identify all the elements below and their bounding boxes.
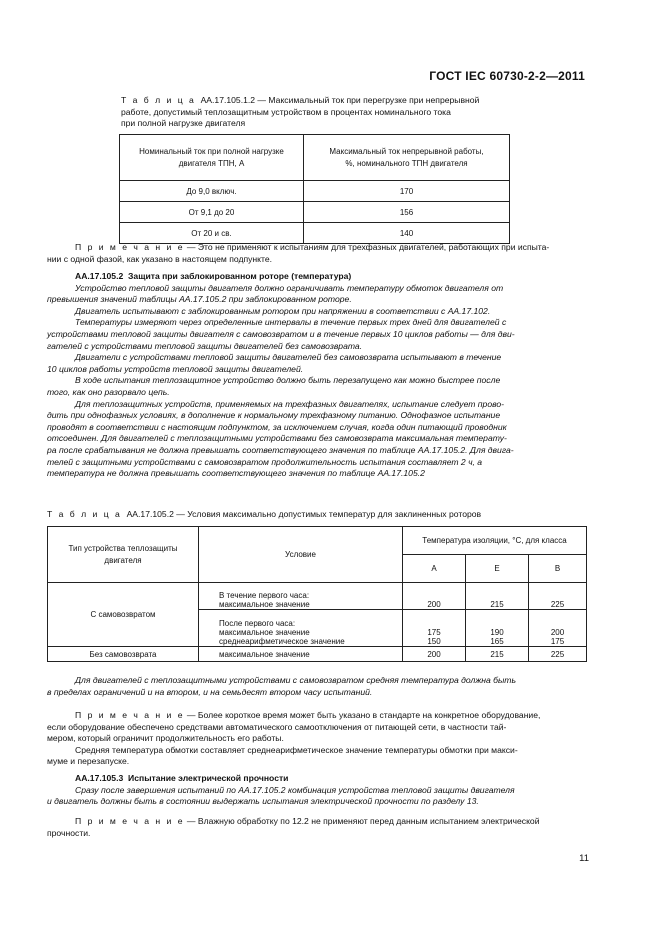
table2-header-type bbox=[48, 527, 199, 583]
table1-cell-range: До 9,0 включ. bbox=[120, 181, 304, 202]
document-header: ГОСТ IEC 60730-2-2—2011 bbox=[429, 69, 585, 83]
note3 bbox=[47, 816, 587, 839]
table-row bbox=[120, 202, 510, 223]
section-105-2-p3-line3: гателей с устройствами тепловой защиты двигателей без самовозврата. bbox=[47, 340, 363, 351]
table2-cell-a bbox=[403, 610, 466, 647]
table2-cell-e: 215 bbox=[466, 647, 529, 662]
table2-title: AA.17.105.2 — Условия максимально допустимых температур для заклиненных роторов bbox=[126, 509, 482, 519]
table2-caption bbox=[47, 509, 587, 521]
note1-line1: — Это не применяют к испытаниям для трехфазных двигателей, работающих при испыта- bbox=[184, 242, 550, 252]
section-105-2-p6-line2: дить при однофазных условиях, в дополнение к нормальному трехфазному питанию. Однофазное испытание bbox=[47, 410, 501, 421]
section-105-2-p6-line4: отсоединен. Для двигателей с теплозащитными устройствами без самовозврата максимальная температу- bbox=[47, 433, 507, 444]
table1-header-current bbox=[120, 135, 304, 181]
table1 bbox=[119, 134, 510, 244]
table2-cell-e bbox=[466, 610, 529, 647]
table1-title-line3: при полной нагрузке двигателя bbox=[121, 118, 246, 129]
table2-type-manual: Без самовозврата bbox=[48, 647, 199, 662]
table2-footnote-line2: в пределах ограничений и на втором, и на семьдесят втором часу испытаний. bbox=[47, 686, 373, 697]
section-105-3-heading bbox=[47, 773, 587, 785]
page-number: 11 bbox=[579, 853, 589, 864]
section-105-2-p6-line6: телей с защитными устройствами с самовозвратом продолжительность испытания составляет 2 ч, а bbox=[47, 456, 483, 467]
table2-cell-a-max: 175 bbox=[427, 628, 441, 637]
note2-line4: Средняя температура обмотки составляет среднеарифметическое значение температуры обмотки при макси- bbox=[75, 744, 518, 755]
note2-line1: — Более короткое время может быть указано в стандарте на конкретное оборудование, bbox=[184, 710, 541, 720]
note3-label: П р и м е ч а н и е bbox=[75, 816, 185, 826]
section-105-2-p6-line5: ра после срабатывания не должна превышать соответствующего значения по таблице AA.17.105.2. Для двига- bbox=[47, 444, 514, 455]
table2-cell-e-mean: 165 bbox=[490, 637, 504, 646]
note1 bbox=[47, 242, 587, 265]
table2-header-type-line1: Тип устройства теплозащиты bbox=[68, 544, 178, 553]
table2 bbox=[47, 526, 587, 662]
section-105-3-title: Испытание электрической прочности bbox=[128, 773, 289, 783]
table2-header-class-b: B bbox=[529, 555, 587, 583]
note1-line2: нии с одной фазой, как указано в настоящем подпункте. bbox=[47, 253, 273, 264]
table2-label: Т а б л и ц а bbox=[47, 509, 122, 519]
table2-condition-manual: максимальное значение bbox=[199, 647, 403, 662]
note2-line2: если оборудование обеспечено средствами автоматического самоотключения от питающей сети, в частности тай- bbox=[47, 721, 507, 732]
table2-condition-first-hour-line1: В течение первого часа: bbox=[219, 591, 310, 600]
table2-header-condition: Условие bbox=[199, 527, 403, 583]
note1-label: П р и м е ч а н и е bbox=[75, 242, 185, 252]
table1-header-current-line1: Номинальный ток при полной нагрузке bbox=[139, 147, 284, 156]
note2-label: П р и м е ч а н и е bbox=[75, 710, 185, 720]
section-105-2-p2: Двигатель испытывают с заблокированным ротором при напряжении в соответствии с AA.17.102. bbox=[75, 305, 491, 316]
table2-header-type-line2: двигателя bbox=[104, 556, 142, 565]
section-105-2-p4-line1: Двигатели с устройствами тепловой защиты двигателей без самовозврата испытывают в течение bbox=[75, 352, 502, 363]
section-105-2-p6-line1: Для теплозащитных устройств, применяемых на трехфазных двигателях, испытание следует прово- bbox=[75, 398, 505, 409]
table1-cell-range: От 9,1 до 20 bbox=[120, 202, 304, 223]
section-105-3-line1: Сразу после завершения испытаний по AA.17.105.2 комбинация устройства тепловой защиты двигателя bbox=[75, 784, 515, 795]
table2-cell-e-max: 190 bbox=[490, 628, 504, 637]
table1-header-max-line1: Максимальный ток непрерывной работы, bbox=[329, 147, 484, 156]
section-105-2-p5-line1: В ходе испытания теплозащитное устройство должно быть перезапущено как можно быстрее после bbox=[75, 375, 501, 386]
section-105-2-heading bbox=[47, 271, 587, 283]
table2-cell-b: 225 bbox=[529, 583, 587, 610]
table2-cell-a: 200 bbox=[403, 647, 466, 662]
note2-line5: муме и перезапуске. bbox=[47, 756, 130, 767]
table2-header-class-a: A bbox=[403, 555, 466, 583]
note2 bbox=[47, 710, 587, 768]
table2-cell-e: 215 bbox=[466, 583, 529, 610]
section-105-2-number: AA.17.105.2 bbox=[75, 271, 124, 281]
note3-line1: — Влажную обработку по 12.2 не применяют перед данным испытанием электрической bbox=[184, 816, 540, 826]
section-105-2-p5-line2: того, как оно разорвало цепь. bbox=[47, 386, 170, 397]
table2-cell-b: 225 bbox=[529, 647, 587, 662]
section-105-2-p3-line2: устройствами тепловой защиты двигателя с самовозвратом и в течение первых 10 циклов работы — для дви- bbox=[47, 328, 515, 339]
section-105-2-p6-line3: проводят в соответствии с настоящим подпунктом, за исключением случая, когда один питающий проводник bbox=[47, 421, 507, 432]
table-row bbox=[120, 223, 510, 244]
section-105-2 bbox=[47, 271, 587, 480]
section-105-3 bbox=[47, 773, 587, 808]
section-105-2-title: Защита при заблокированном роторе (температура) bbox=[128, 271, 352, 281]
table1-cell-value: 140 bbox=[304, 223, 510, 244]
table2-header-temperature: Температура изоляции, °С, для класса bbox=[403, 527, 587, 555]
table-row bbox=[48, 583, 587, 610]
note3-line2: прочности. bbox=[47, 827, 91, 838]
table1-title-line2: работе, допустимый теплозащитным устройством в процентах номинального тока bbox=[121, 106, 451, 117]
table1-cell-value: 170 bbox=[304, 181, 510, 202]
section-105-3-number: AA.17.105.3 bbox=[75, 773, 124, 783]
section-105-2-p6-line7: температура не должна превышать соответствующего значения по таблице AA.17.105.2 bbox=[47, 468, 425, 479]
table1-title-line1: AA.17.105.1.2 — Максимальный ток при перегрузке при непрерывной bbox=[200, 95, 480, 105]
table2-condition-after-first-hour bbox=[199, 610, 403, 647]
table2-type-self-reset: С самовозвратом bbox=[48, 583, 199, 647]
table1-header-max bbox=[304, 135, 510, 181]
table2-cell-a-mean: 150 bbox=[427, 637, 441, 646]
table-row bbox=[120, 181, 510, 202]
table1-header-current-line2: двигателя ТПН, А bbox=[178, 159, 245, 168]
table2-condition-after-line1: После первого часа: bbox=[219, 619, 296, 628]
table2-cell-b-max: 200 bbox=[550, 628, 565, 637]
table2-footnote bbox=[47, 675, 587, 698]
table2-footnote-line1: Для двигателей с теплозащитными устройствами с самовозвратом средняя температура должна быть bbox=[75, 675, 516, 685]
table1-cell-value: 156 bbox=[304, 202, 510, 223]
table1-cell-range: От 20 и св. bbox=[120, 223, 304, 244]
section-105-2-p3-line1: Температуры измеряют через определенные интервалы в течение первых трех дней для двигателей с bbox=[75, 317, 507, 328]
table2-cell-b bbox=[529, 610, 587, 647]
table1-label: Т а б л и ц а bbox=[121, 95, 196, 105]
table2-condition-after-line3: среднеарифметическое значение bbox=[219, 637, 345, 646]
table2-header-class-e: E bbox=[466, 555, 529, 583]
table-row bbox=[48, 647, 587, 662]
section-105-3-line2: и двигатель должны быть в состоянии выдержать испытания электрической прочности по разделу 13. bbox=[47, 796, 479, 807]
table2-cell-b-mean: 175 bbox=[550, 637, 565, 646]
table1-header-max-line2: %, номинального ТПН двигателя bbox=[345, 159, 468, 168]
table2-cell-a: 200 bbox=[403, 583, 466, 610]
section-105-2-p1-line2: превышения значений таблицы AA.17.105.2 при заблокированном роторе. bbox=[47, 294, 352, 305]
table1-caption bbox=[121, 95, 521, 130]
table2-condition-first-hour bbox=[199, 583, 403, 610]
section-105-2-p1-line1: Устройство тепловой защиты двигателя должно ограничивать температуру обмоток двигателя от bbox=[75, 282, 504, 293]
table2-condition-after-line2: максимальное значение bbox=[219, 628, 310, 637]
section-105-2-p4-line2: 10 циклов работы устройств тепловой защиты двигателей. bbox=[47, 363, 304, 374]
table2-condition-first-hour-line2: максимальное значение bbox=[219, 600, 310, 609]
note2-line3: мером, который ограничит продолжительность его работы. bbox=[47, 733, 284, 744]
